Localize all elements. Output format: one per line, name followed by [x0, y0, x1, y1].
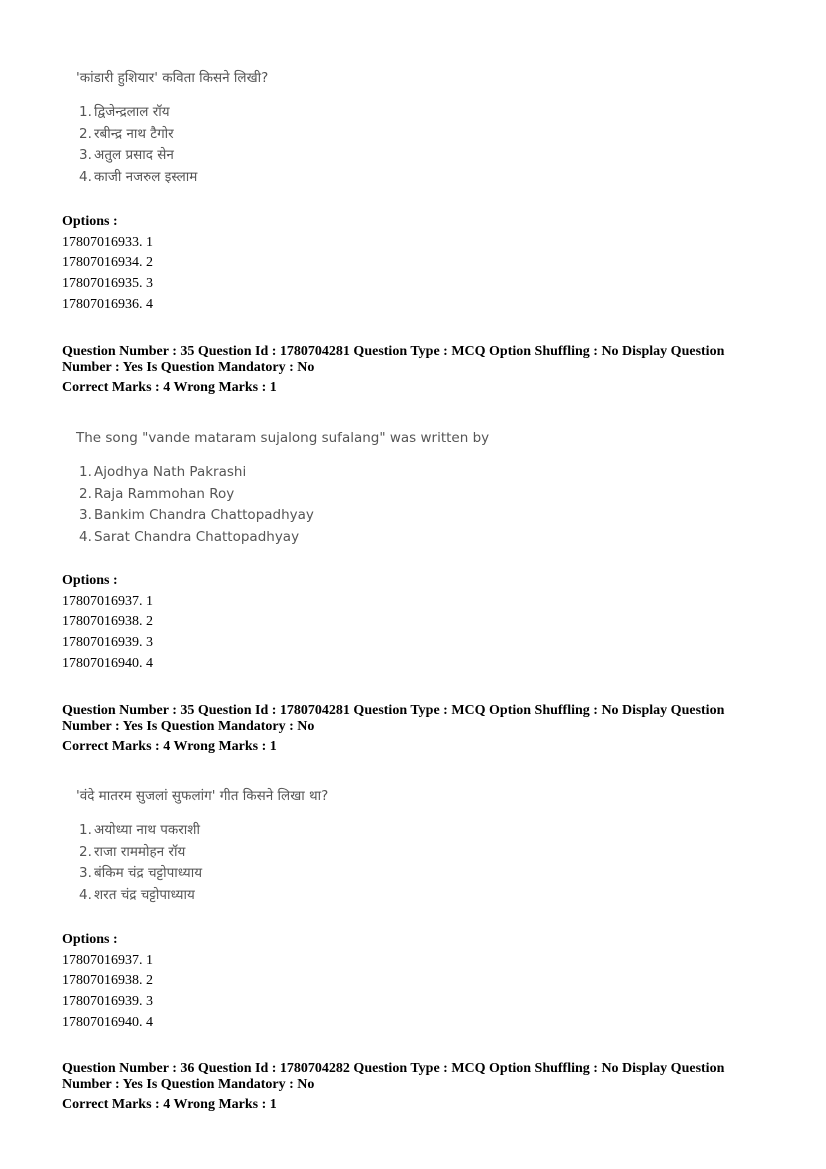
choice-number: 3. [79, 507, 92, 523]
option-id: 17807016940. 4 [62, 1014, 153, 1030]
choice-item [79, 167, 268, 189]
choice-text: रबीन्द्र नाथ टैगोर [94, 125, 174, 142]
question-stem: 'वंदे मातरम सुजलां सुफलांग' गीत किसने लिखा था? [76, 788, 329, 804]
choice-item [79, 820, 328, 842]
question-meta-line: Question Number : 36 Question Id : 1780704282 Question Type : MCQ Option Shuffling : No Display Question Number : Yes Is Question Mandatory : No [62, 1061, 725, 1092]
choice-list [76, 820, 328, 906]
choice-list [76, 102, 268, 188]
choice-number: 1. [79, 464, 92, 480]
choice-number: 1. [79, 104, 92, 120]
option-id: 17807016940. 4 [62, 655, 153, 671]
choice-number: 1. [79, 822, 92, 838]
choice-text: Ajodhya Nath Pakrashi [94, 464, 247, 480]
choice-text: Sarat Chandra Chattopadhyay [94, 528, 300, 545]
option-id: 17807016933. 1 [62, 234, 153, 250]
choice-number: 4. [79, 886, 92, 903]
option-id: 17807016939. 3 [62, 635, 153, 651]
question-image [76, 68, 268, 188]
choice-item [79, 124, 268, 146]
marks-line: Correct Marks : 4 Wrong Marks : 1 [62, 739, 277, 754]
options-label: Options : [62, 932, 118, 947]
option-id: 17807016939. 3 [62, 994, 153, 1010]
choice-number: 2. [79, 843, 92, 860]
choice-number: 3. [79, 147, 92, 163]
choice-number: 2. [79, 125, 92, 142]
option-id: 17807016937. 1 [62, 593, 153, 609]
question-stem: 'कांडारी हुशियार' कविता किसने लिखी? [76, 70, 269, 86]
question-image [76, 428, 489, 548]
choice-item [79, 842, 328, 864]
choice-item [79, 527, 489, 549]
choice-item [79, 863, 328, 885]
choice-number: 3. [79, 865, 92, 881]
choice-text: अयोध्या नाथ पकराशी [94, 822, 200, 838]
choice-number: 4. [79, 528, 92, 545]
marks-line: Correct Marks : 4 Wrong Marks : 1 [62, 1097, 277, 1112]
option-id: 17807016938. 2 [62, 614, 153, 630]
option-id: 17807016935. 3 [62, 276, 153, 292]
choice-text: शरत चंद्र चट्टोपाध्याय [94, 886, 195, 903]
marks-line: Correct Marks : 4 Wrong Marks : 1 [62, 380, 277, 395]
option-id: 17807016937. 1 [62, 952, 153, 968]
choice-item [79, 885, 328, 907]
question-image [76, 786, 328, 906]
option-id: 17807016936. 4 [62, 296, 153, 312]
choice-list [76, 462, 489, 548]
choice-number: 2. [79, 485, 92, 502]
question-meta [62, 344, 762, 396]
choice-text: बंकिम चंद्र चट्टोपाध्याय [94, 865, 203, 881]
options-block [62, 571, 153, 675]
choice-text: राजा राममोहन रॉय [94, 843, 186, 860]
options-label: Options : [62, 214, 118, 229]
question-meta-line: Question Number : 35 Question Id : 1780704281 Question Type : MCQ Option Shuffling : No Display Question Number : Yes Is Question Mandatory : No [62, 344, 725, 375]
choice-text: अतुल प्रसाद सेन [94, 147, 174, 163]
choice-item [79, 102, 268, 124]
option-id: 17807016938. 2 [62, 973, 153, 989]
question-meta-line: Question Number : 35 Question Id : 1780704281 Question Type : MCQ Option Shuffling : No Display Question Number : Yes Is Question Mandatory : No [62, 703, 725, 734]
question-stem: The song "vande mataram sujalong sufalang" was written by [76, 430, 490, 446]
choice-item [79, 484, 489, 506]
question-meta [62, 1061, 762, 1113]
options-label: Options : [62, 573, 118, 588]
choice-text: द्विजेन्द्रलाल रॉय [94, 104, 170, 120]
choice-text: Bankim Chandra Chattopadhyay [94, 507, 314, 523]
choice-item [79, 145, 268, 167]
choice-item [79, 462, 489, 484]
choice-number: 4. [79, 168, 92, 185]
choice-text: काजी नजरुल इस्लाम [94, 168, 198, 185]
question-meta [62, 703, 762, 755]
options-block [62, 212, 153, 316]
choice-text: Raja Rammohan Roy [94, 485, 235, 502]
choice-item [79, 505, 489, 527]
option-id: 17807016934. 2 [62, 255, 153, 271]
options-block [62, 930, 153, 1034]
